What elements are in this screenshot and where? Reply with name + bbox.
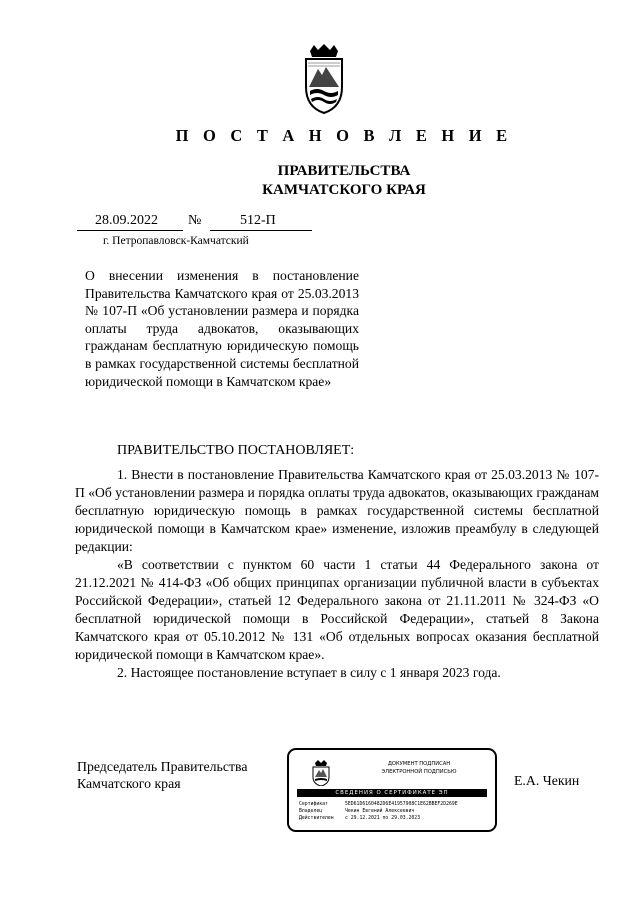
stamp-line-2: ЭЛЕКТРОННОЙ ПОДПИСЬЮ bbox=[381, 769, 457, 775]
cert-label: Сертификат bbox=[299, 802, 328, 807]
owner-label: Владелец bbox=[299, 809, 323, 814]
valid-value: с 29.12.2021 по 29.03.2023 bbox=[345, 816, 421, 821]
stamp-cert-row bbox=[299, 802, 458, 808]
document-subject: О внесении изменения в постановление Правительства Камчатского края от 25.03.2013 № 107-П «Об установлении размера и порядка оплаты труда адвокатов, оказывающих гражданам бесплатную юридическую помощь в рамках государственной системы бесплатной юридической помощи в Камчатском крае» bbox=[85, 268, 359, 389]
paragraph-2: «В соответствии с пунктом 60 части 1 статьи 44 Федерального закона от 21.12.2021 № 414-ФЗ «Об общих принципах организации публичной власти в субъектах Российской Федерации», статьей 12 Федерального закона от 21.11.2011 № 324-ФЗ «О бесплатной юридической помощи в Российской Федерации», статьей 8 Закона Камчатского края от 05.10.2012 № 131 «Об отдельных вопросах оказания бесплатной юридической помощи в Камчатском крае». bbox=[75, 557, 599, 662]
coat-of-arms-icon bbox=[300, 43, 348, 115]
authority-line-2: КАМЧАТСКОГО КРАЯ bbox=[262, 182, 426, 198]
cert-value: 5ED61D6160482D6E41957908C1E62BBEF2D269E bbox=[345, 802, 458, 807]
authority-line-1: ПРАВИТЕЛЬСТВА bbox=[277, 163, 411, 179]
valid-label: Действителен bbox=[299, 816, 334, 821]
document-body bbox=[75, 466, 599, 682]
stamp-line-1: ДОКУМЕНТ ПОДПИСАН bbox=[387, 761, 451, 767]
stamp-emblem-icon bbox=[311, 760, 331, 786]
stamp-band: СВЕДЕНИЯ О СЕРТИФИКАТЕ ЭП bbox=[297, 789, 487, 797]
paragraph-1: 1. Внести в постановление Правительства Камчатского края от 25.03.2013 № 107-П «Об установлении размера и порядка оплаты труда адвокатов, оказывающих гражданам бесплатную юридическую помощь в рамках государственной системы бесплатной юридической помощи в Камчатском крае» изменение, изложив преамбулу в следующей редакции: bbox=[75, 467, 599, 554]
document-number: 512-П bbox=[240, 213, 276, 228]
document-type-title: П О С Т А Н О В Л Е Н И Е bbox=[175, 126, 513, 145]
paragraph-3: 2. Настоящее постановление вступает в силу с 1 января 2023 года. bbox=[117, 665, 501, 680]
signatory-name: Е.А. Чекин bbox=[514, 773, 580, 788]
stamp-owner-row bbox=[299, 809, 414, 815]
resolves-heading: ПРАВИТЕЛЬСТВО ПОСТАНОВЛЯЕТ: bbox=[117, 443, 355, 458]
issuing-authority bbox=[0, 162, 640, 200]
document-date: 28.09.2022 bbox=[95, 213, 158, 228]
owner-value: Чекин Евгений Алексеевич bbox=[345, 809, 415, 814]
position-line-1: Председатель Правительства bbox=[77, 759, 248, 774]
number-sign: № bbox=[188, 213, 202, 228]
stamp-valid-row bbox=[299, 816, 420, 822]
date-underline bbox=[77, 230, 183, 231]
position-line-2: Камчатского края bbox=[77, 776, 181, 791]
number-underline bbox=[210, 230, 312, 231]
electronic-signature-stamp bbox=[287, 748, 497, 832]
signatory-position bbox=[77, 758, 247, 792]
document-city: г. Петропавловск-Камчатский bbox=[103, 235, 249, 247]
